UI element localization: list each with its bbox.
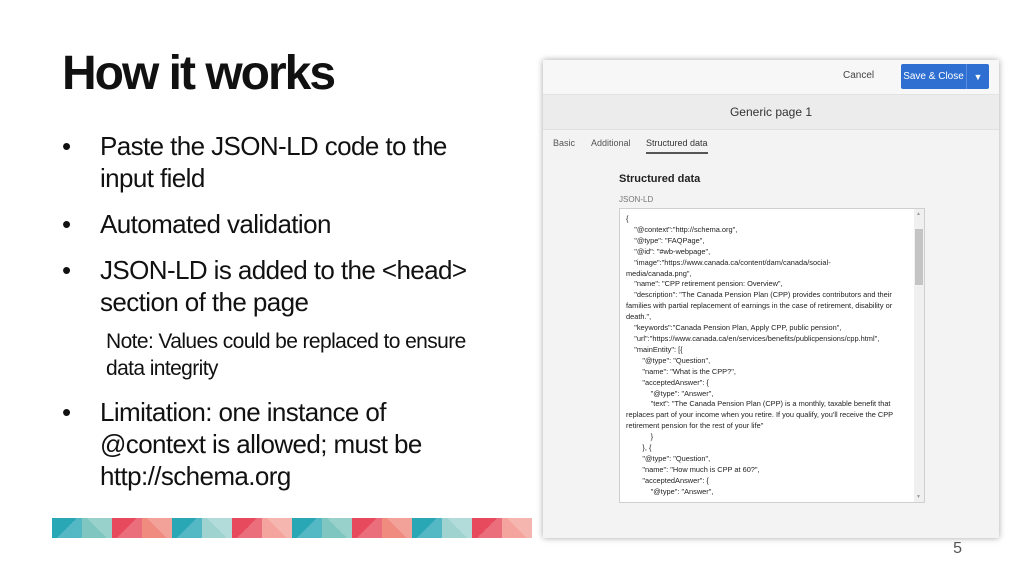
slide-title: How it works xyxy=(62,47,335,100)
chevron-down-icon[interactable]: ▼ xyxy=(966,64,989,89)
editor-toolbar xyxy=(543,60,999,94)
page-title-bar xyxy=(543,94,999,130)
json-ld-field[interactable] xyxy=(619,208,925,503)
tab-bar xyxy=(543,130,999,158)
cancel-button[interactable]: Cancel xyxy=(843,70,875,81)
editor-page-title: Generic page 1 xyxy=(729,105,813,119)
bullet-validation xyxy=(62,208,532,240)
save-close-button[interactable] xyxy=(901,64,989,89)
bullet-limitation xyxy=(62,396,532,492)
stripe-tile xyxy=(322,518,352,538)
stripe-tile xyxy=(502,518,532,538)
bullet-paste xyxy=(62,130,532,194)
note-text xyxy=(62,328,532,382)
scroll-up-icon[interactable]: ▲ xyxy=(916,211,921,217)
editor-screenshot xyxy=(543,60,999,538)
bullet-text: @context is allowed; must be xyxy=(100,429,422,459)
stripe-tile xyxy=(472,518,502,538)
tab-basic[interactable]: Basic xyxy=(553,138,576,148)
stripe-tile xyxy=(172,518,202,538)
bullet-text: input field xyxy=(100,163,205,193)
page-number: 5 xyxy=(953,540,962,557)
stripe-tile xyxy=(82,518,112,538)
stripe-tile xyxy=(262,518,292,538)
stripe-tile xyxy=(292,518,322,538)
bullet-dot: • xyxy=(62,255,71,285)
bullet-list xyxy=(62,130,532,506)
save-close-label[interactable]: Save & Close xyxy=(903,71,964,82)
stripe-tile xyxy=(202,518,232,538)
bullet-text: http://schema.org xyxy=(100,461,291,491)
stripe-tile xyxy=(52,518,82,538)
stripe-tile xyxy=(142,518,172,538)
bullet-text: Paste the JSON-LD code to the xyxy=(100,131,447,161)
stripe-tile xyxy=(232,518,262,538)
scrollbar[interactable] xyxy=(914,209,924,502)
json-ld-label: JSON-LD xyxy=(619,195,654,204)
stripe-tile xyxy=(382,518,412,538)
structured-data-heading: Structured data xyxy=(619,173,701,185)
tab-additional[interactable]: Additional xyxy=(591,138,631,148)
bullet-text: Automated validation xyxy=(100,209,331,239)
bullet-head xyxy=(62,254,532,318)
json-ld-code[interactable]: { "@context":"http://schema.org", "@type": "FAQPage", "@id": "#wb-webpage", "image":"https://www.canada.ca/content/dam/canada/social- media/canada.png", "name": "CPP retirement pension: Overview", "description": "The Canada Pension Plan (CPP) provides contributors and their families with partial replacement of earnings in the case of retirement, disability or death.", "keywords":"Canada Pension Plan, Apply CPP, public pension", "url":"https://www.canada.ca/en/services/benefits/publicpensions/cpp.html", "mainEntity": [{ "@type": "Question", "name": "What is the CPP?", "acceptedAnswer": { "@type": "Answer", "text": "The Canada Pension Plan (CPP) is a monthly, taxable benefit that replaces part of your income when you retire. If you qualify, you'll receive the CPP retirement pension for the rest of your life" } }, { "@type": "Question", "name": "How much is CPP at 60?", "acceptedAnswer": { "@type": "Answer", xyxy=(626,214,894,496)
scrollbar-thumb[interactable] xyxy=(915,229,923,285)
bullet-dot: • xyxy=(62,131,71,161)
stripe-tile xyxy=(412,518,442,538)
bullet-text: JSON-LD is added to the <head> xyxy=(100,255,467,285)
note-line: Note: Values could be replaced to ensure xyxy=(106,330,466,353)
bullet-text: Limitation: one instance of xyxy=(100,397,386,427)
bullet-dot: • xyxy=(62,209,71,239)
stripe-tile xyxy=(442,518,472,538)
decorative-stripe xyxy=(52,518,532,538)
bullet-dot: • xyxy=(62,397,71,427)
stripe-tile xyxy=(352,518,382,538)
tab-structured-data[interactable]: Structured data xyxy=(646,138,708,154)
stripe-tile xyxy=(112,518,142,538)
scroll-down-icon[interactable]: ▼ xyxy=(916,494,921,500)
bullet-text: section of the page xyxy=(100,287,309,317)
note-line: data integrity xyxy=(106,357,218,380)
